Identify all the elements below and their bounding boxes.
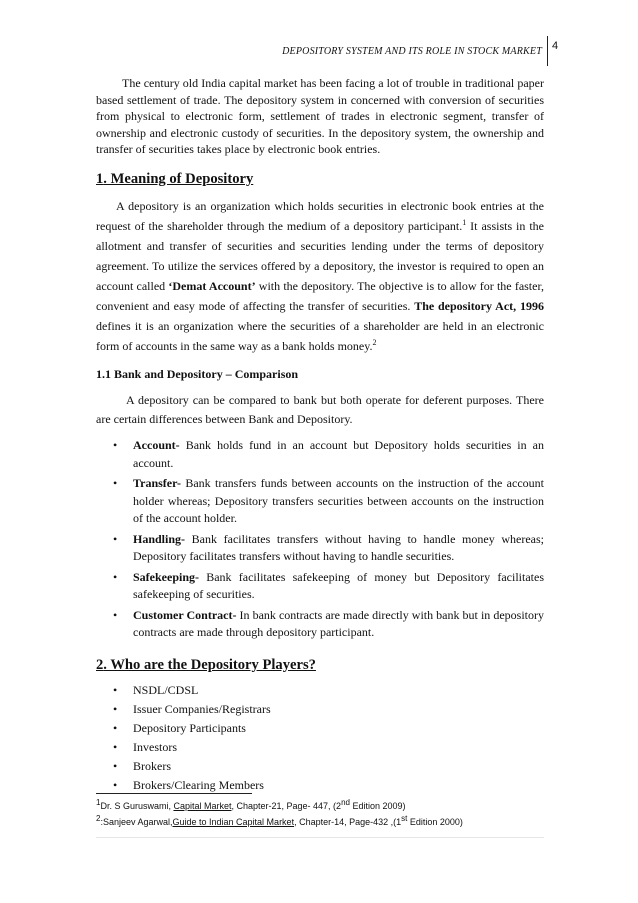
list-item	[96, 758, 544, 776]
footnote-text: Edition 2000)	[407, 817, 463, 827]
bullet-icon: •	[113, 569, 118, 584]
paragraph-text: with the depository. The objective is to allow for the faster, convenient and easy mode of affecting the transfer of securities.	[96, 278, 544, 313]
list-item-text: NSDL/CDSL	[133, 682, 199, 697]
subsection-heading: 1.1 Bank and Depository – Comparison	[96, 366, 299, 381]
subsection-paragraph: A depository can be compared to bank but both operate for deferent purposes. There are certain differences between Bank and Depository.	[96, 393, 544, 427]
bullet-icon: •	[113, 739, 118, 754]
list-item	[96, 475, 544, 528]
footnote-text: Dr. S Guruswami,	[100, 801, 174, 811]
list-item-text: Brokers/Clearing Members	[133, 778, 264, 793]
section-number: 1	[96, 170, 104, 187]
footnote-text: , Chapter-21, Page- 447, (2	[231, 801, 342, 811]
list-item	[96, 739, 544, 757]
list-item-text: In bank contracts are made directly with bank but in depository contracts are made through depository participant.	[133, 607, 544, 640]
footnote-text: Edition 2009)	[349, 801, 406, 811]
footnote-divider	[96, 793, 252, 794]
footnote-2	[96, 814, 544, 830]
footnote-mark: 2	[96, 814, 101, 823]
bullet-icon: •	[113, 758, 118, 773]
list-item-term: Safekeeping-	[133, 569, 199, 584]
footnote-ordinal: st	[401, 814, 408, 823]
section-number: 2	[96, 656, 104, 673]
section-heading-players	[96, 656, 544, 674]
list-item-text: Bank holds fund in an account but Depository holds securities in an account.	[133, 438, 544, 470]
section-title: . Meaning of Depository	[103, 170, 254, 187]
intro-paragraph: The century old India capital market has been facing a lot of trouble in traditional paper based settlement of trade. The depository system in concerned with conversion of securities from physical to electronic form, settlement of trades in electronic segment, transfer of ownership and electronic custody of securities. In the depository system, the ownership and transfer of securities takes place by electronic book entries.	[96, 76, 544, 156]
list-item-text: Issuer Companies/Registrars	[133, 701, 271, 716]
bullet-icon: •	[113, 607, 118, 622]
footnote-ordinal: nd	[341, 798, 350, 807]
list-item	[96, 701, 544, 719]
bullet-icon: •	[113, 438, 118, 453]
list-item-text: Bank facilitates transfers without having to handle money whereas; Depository facilitates transfers without having to handle securities.	[133, 531, 544, 564]
list-item	[96, 777, 544, 795]
list-item-term: Customer Contract-	[133, 607, 237, 622]
depository-act-term: The depository Act, 1996	[414, 298, 544, 313]
footnote-text: :Sanjeev Agarwal,	[100, 817, 173, 827]
footnote-mark: 1	[96, 798, 101, 807]
list-item	[96, 437, 544, 472]
section-title: . Who are the Depository Players?	[103, 656, 316, 673]
section-heading-meaning	[96, 170, 544, 188]
list-item-term: Transfer-	[133, 476, 181, 491]
footer-divider	[96, 837, 544, 838]
page-body	[96, 75, 544, 796]
section-paragraph-meaning	[96, 196, 544, 356]
footnote-book-title: Guide to Indian Capital Market	[172, 817, 295, 827]
list-item	[96, 569, 544, 604]
comparison-list	[96, 437, 544, 642]
list-item-text: Brokers	[133, 758, 171, 773]
list-item	[96, 682, 544, 700]
footnote-1	[96, 798, 544, 814]
footnote-book-title: Capital Market	[173, 801, 232, 811]
list-item-term: Handling-	[133, 531, 186, 546]
list-item	[96, 720, 544, 738]
footnote-text: , Chapter-14, Page-432 ,(1	[294, 817, 402, 827]
header-divider	[547, 36, 548, 66]
list-item-text: Bank facilitates safekeeping of money but Depository facilitates safekeeping of securities.	[133, 569, 544, 602]
paragraph-text: A depository is an organization which holds securities in electronic book entries at the request of the shareholder through the medium of a depository participant.	[96, 198, 544, 233]
footnote-ref-2[interactable]: 2	[372, 337, 377, 347]
list-item-text: Depository Participants	[133, 720, 246, 735]
bullet-icon: •	[113, 778, 118, 793]
bullet-icon: •	[113, 531, 118, 546]
bullet-icon: •	[113, 682, 118, 697]
bullet-icon: •	[113, 701, 118, 716]
list-item-text: Bank transfers funds between accounts on the instruction of the account holder whereas; Depository transfers securities between accounts on the instruction of the account holder.	[133, 476, 544, 526]
paragraph-text: defines it is an organization where the securities of a shareholder are held in an electronic form of accounts in the same way as a bank holds money.	[96, 318, 544, 353]
bullet-icon: •	[113, 476, 118, 491]
list-item-term: Account-	[133, 438, 180, 453]
bullet-icon: •	[113, 720, 118, 735]
list-item	[96, 607, 544, 642]
running-header: DEPOSITORY SYSTEM AND ITS ROLE IN STOCK MARKET	[282, 46, 542, 57]
footnotes	[96, 798, 544, 830]
page-number: 4	[552, 40, 559, 52]
list-item	[96, 531, 544, 566]
footnote-ref-1[interactable]: 1	[462, 217, 467, 227]
list-item-text: Investors	[133, 739, 177, 754]
players-list	[96, 682, 544, 795]
demat-account-term: ‘Demat Account’	[168, 278, 256, 293]
paragraph-text: It assists in the allotment and transfer of securities and securities lending under the terms of depository agreement. To utilize the services offered by a depository, the investor is required to open an account called	[96, 218, 544, 293]
